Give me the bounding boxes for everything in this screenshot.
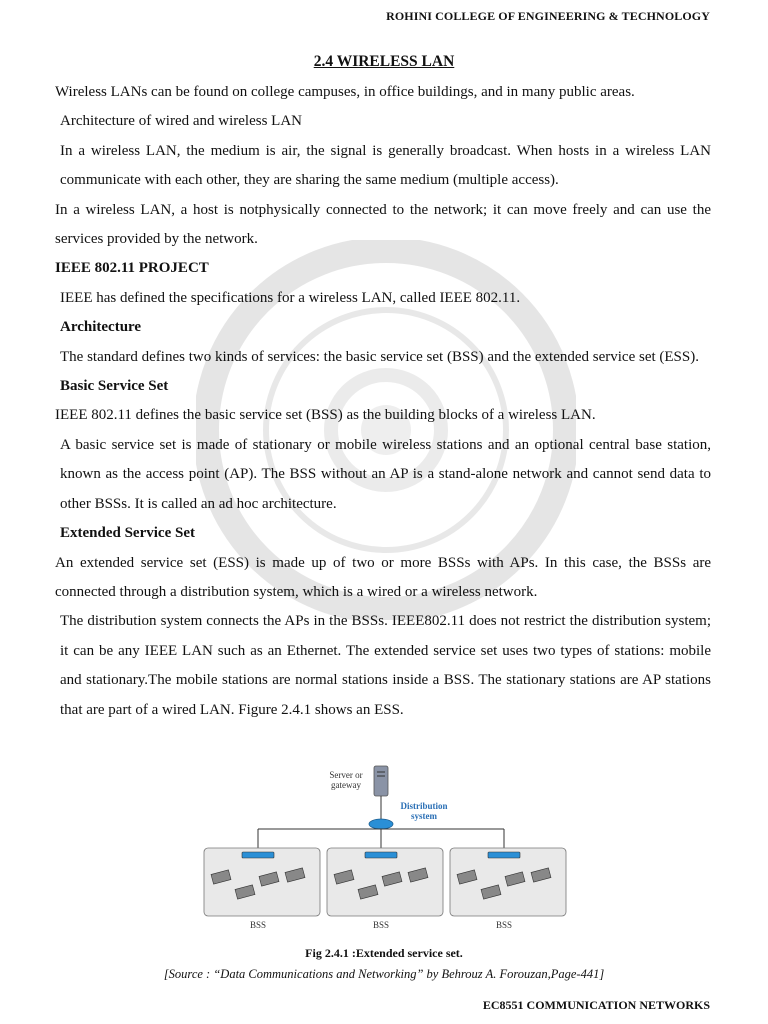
paragraph-architecture-note: Architecture of wired and wireless LAN: [60, 113, 302, 130]
college-header: ROHINI COLLEGE OF ENGINEERING & TECHNOLOGY: [386, 9, 710, 23]
heading-ieee-project: IEEE 802.11 PROJECT: [55, 260, 209, 277]
bss-group-3: [450, 848, 566, 916]
bss-label-3: BSS: [495, 920, 513, 930]
course-footer: EC8551 COMMUNICATION NETWORKS: [482, 998, 710, 1012]
heading-extended-service-set: Extended Service Set: [60, 525, 195, 542]
paragraph-bss-detail: A basic service set is made of stationary or mobile wireless stations and an optional central base station, known as the access point (AP). The BSS without an AP is a stand-alone network and cannot send data to other BSSs. It is called an ad hoc architecture.: [60, 436, 711, 512]
distribution-label-line2: system: [411, 811, 437, 821]
paragraph-ieee-spec: IEEE has defined the specifications for a wireless LAN, called IEEE 802.11.: [60, 289, 521, 306]
figure-source: [Source : “Data Communications and Networking” by Behrouz A. Forouzan,Page-441]: [163, 967, 605, 981]
paragraph-bss-definition: IEEE 802.11 defines the basic service set (BSS) as the building blocks of a wireless LAN.: [55, 407, 596, 424]
server-icon: [374, 766, 388, 796]
ess-diagram: [196, 762, 576, 942]
paragraph-intro: Wireless LANs can be found on college campuses, in office buildings, and in many public areas.: [55, 84, 635, 100]
paragraph-ess-definition: An extended service set (ESS) is made up of two or more BSSs with APs. In this case, the BSSs are connected through a distribution system, which is a wired or a wireless network.: [55, 554, 711, 600]
document-body: [55, 78, 711, 725]
paragraph-medium: In a wireless LAN, the medium is air, the signal is generally broadcast. When hosts in a wireless LAN communicate with each other, they are sharing the same medium (multiple access).: [60, 142, 711, 189]
distribution-label-line1: Distribution: [400, 801, 448, 811]
distribution-switch-icon: [369, 819, 393, 829]
access-point-icon: [365, 852, 397, 858]
paragraph-services: The standard defines two kinds of services: the basic service set (BSS) and the extended service set (ESS).: [60, 348, 699, 365]
paragraph-distribution-system: The distribution system connects the APs in the BSSs. IEEE802.11 does not restrict the distribution system; it can be any IEEE LAN such as an Ethernet. The extended service set uses two types of stations: mobile and stationary.The mobile stations are normal stations inside a BSS. The stationary stations are AP stations that are part of a wired LAN. Figure 2.4.1 shows an ESS.: [60, 613, 711, 718]
server-label-line2: gateway: [331, 780, 361, 790]
server-label-line1: Server or: [329, 770, 363, 780]
access-point-icon: [488, 852, 520, 858]
bss-label-1: BSS: [249, 920, 267, 930]
bss-group-2: [327, 848, 443, 916]
bss-group-1: [204, 848, 320, 916]
paragraph-host: In a wireless LAN, a host is notphysically connected to the network; it can move freely and can use the services provided by the network.: [55, 201, 711, 248]
heading-architecture: Architecture: [60, 319, 142, 336]
page-title: 2.4 WIRELESS LAN: [313, 53, 455, 70]
access-point-icon: [242, 852, 274, 858]
figure-caption: Fig 2.4.1 :Extended service set.: [305, 946, 463, 960]
heading-basic-service-set: Basic Service Set: [60, 378, 169, 395]
bss-label-2: BSS: [372, 920, 390, 930]
